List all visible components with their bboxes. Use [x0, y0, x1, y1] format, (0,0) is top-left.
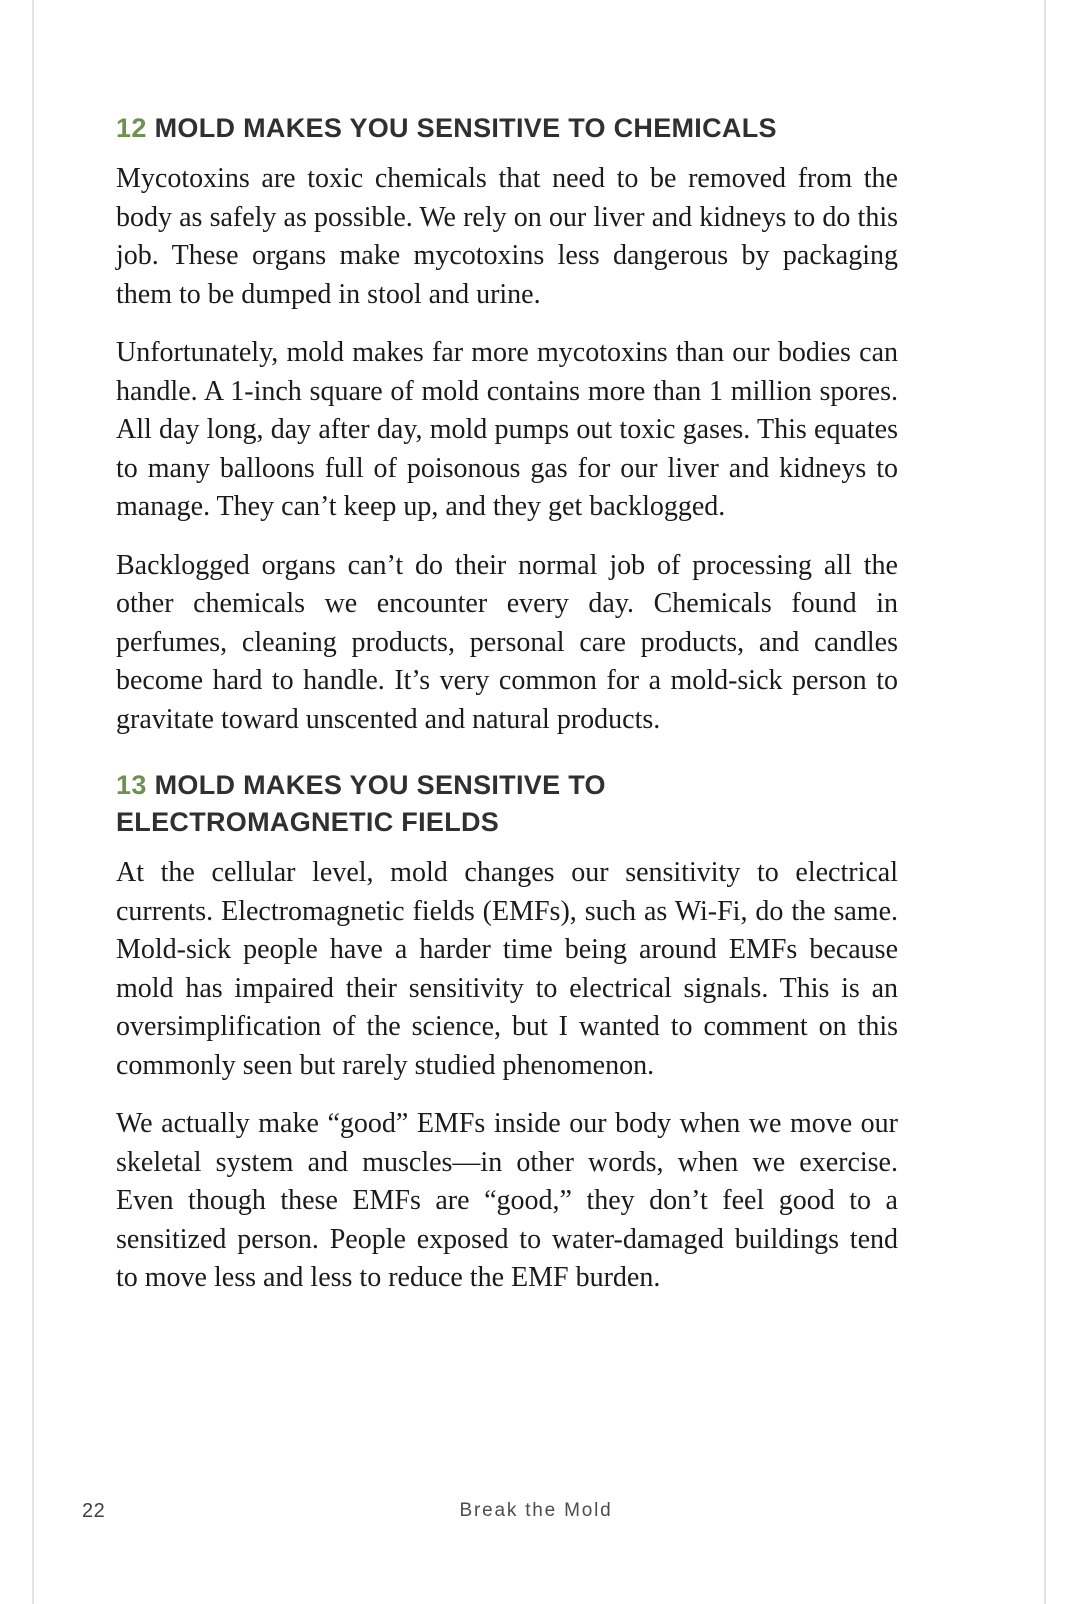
- section-heading-12: [116, 110, 898, 147]
- paragraph: We actually make “good” EMFs inside our body when we move our skeletal system and muscles—in other words, when we exercise. Even though these EMFs are “good,” they don’t feel good to a sensitized person. People exposed to water-damaged buildings tend to move less and less to reduce the EMF burden.: [116, 1108, 898, 1293]
- page-edge-left: [32, 0, 34, 1604]
- paragraph: Backlogged organs can’t do their normal job of processing all the other chemicals we encounter every day. Chemicals found in perfumes, cleaning products, personal care products, and candles become hard to handle. It’s very common for a mold-sick person to gravitate toward unscented and natural products.: [116, 549, 898, 735]
- paragraph: Mycotoxins are toxic chemicals that need to be removed from the body as safely as possible. We rely on our liver and kidneys to do this job. These organs make mycotoxins less dangerous by packaging them to be dumped in stool and urine.: [116, 163, 898, 310]
- page-footer: [0, 1500, 1072, 1522]
- section-number: 12: [116, 113, 147, 143]
- page-edge-right: [1044, 0, 1046, 1604]
- section-heading-13: [116, 767, 806, 841]
- running-title: Break the Mold: [459, 1500, 613, 1521]
- page-content: [116, 110, 898, 1318]
- section-title: MOLD MAKES YOU SENSITIVE TO CHEMICALS: [154, 113, 777, 143]
- page-number: 22: [82, 1500, 106, 1522]
- paragraph: Unfortunately, mold makes far more mycotoxins than our bodies can handle. A 1-inch square of mold contains more than 1 million spores. All day long, day after day, mold pumps out toxic gases. This equates to many balloons full of poisonous gas for our liver and kidneys to manage. They can’t keep up, and they get backlogged.: [116, 337, 898, 522]
- section-number: 13: [116, 770, 147, 800]
- section-title: MOLD MAKES YOU SENSITIVE TO ELECTROMAGNETIC FIELDS: [116, 770, 606, 837]
- paragraph: At the cellular level, mold changes our sensitivity to electrical currents. Electromagnetic fields (EMFs), such as Wi-Fi, do the same. Mold-sick people have a harder time being around EMFs because mold has impaired their sensitivity to electrical signals. This is an oversimplification of the science, but I wanted to comment on this commonly seen but rarely studied phenomenon.: [116, 857, 898, 1081]
